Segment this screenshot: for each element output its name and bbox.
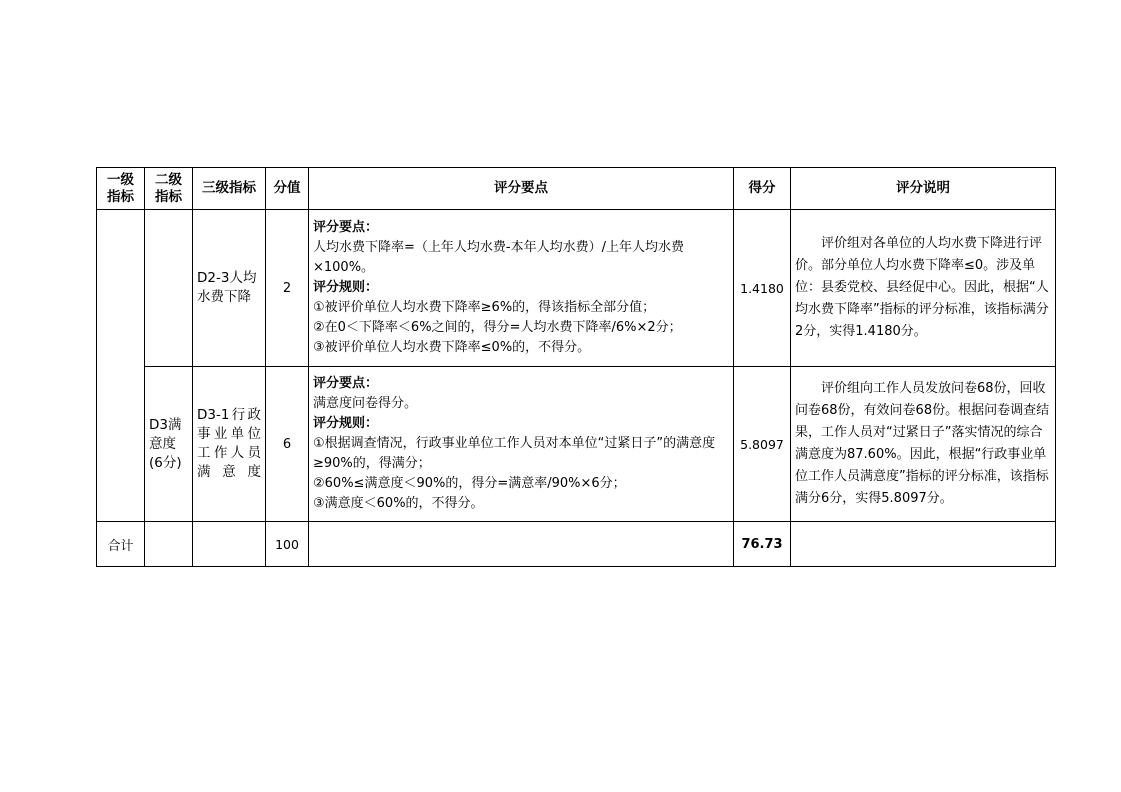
total-obtained: 76.73	[734, 522, 791, 567]
total-empty-cell	[791, 522, 1056, 567]
header-level1: 一级指标	[97, 168, 145, 210]
cell-level2	[145, 210, 193, 367]
rule-line: ①根据调查情况，行政事业单位工作人员对本单位“过紧日子”的满意度≥90%的，得满分；	[313, 436, 716, 471]
cell-level1	[97, 210, 145, 522]
table-row	[97, 210, 1056, 367]
rule-line: ②60%≤满意度＜90%的，得分=满意率/90%×6分；	[313, 476, 626, 491]
rule-line: ①被评价单位人均水费下降率≥6%的，得该指标全部分值；	[313, 300, 656, 315]
rules-title: 评分规则：	[313, 416, 379, 431]
total-empty-cell	[309, 522, 734, 567]
header-level3: 三级指标	[193, 168, 266, 210]
header-key-points: 评分要点	[309, 168, 734, 210]
rules-title: 评分规则：	[313, 280, 379, 295]
points-title: 评分要点：	[313, 220, 379, 235]
explanation-text: 评价组对各单位的人均水费下降进行评价。部分单位人均水费下降率≤0。涉及单位：县委党校、县经促中心。因此，根据“人均水费下降率”指标的评分标准，该指标满分2分，实得1.4180分。	[795, 236, 1049, 339]
total-empty-cell	[193, 522, 266, 567]
header-level2: 二级指标	[145, 168, 193, 210]
header-score-value: 分值	[266, 168, 309, 210]
scoring-table	[96, 167, 1056, 567]
total-row	[97, 522, 1056, 567]
header-obtained: 得分	[734, 168, 791, 210]
cell-score-value: 6	[266, 367, 309, 522]
cell-explanation	[791, 210, 1056, 367]
cell-score-value: 2	[266, 210, 309, 367]
cell-level3: D3-1行政事业单位工作人员满意度	[193, 367, 266, 522]
cell-key-points	[309, 367, 734, 522]
points-line: 人均水费下降率=（上年人均水费-本年人均水费）/上年人均水费×100%。	[313, 240, 684, 275]
rule-line: ②在0＜下降率＜6%之间的，得分=人均水费下降率/6%×2分；	[313, 320, 682, 335]
rule-line: ③被评价单位人均水费下降率≤0%的，不得分。	[313, 340, 591, 355]
cell-level2: D3满意度(6分)	[145, 367, 193, 522]
points-title: 评分要点：	[313, 376, 379, 391]
header-row	[97, 168, 1056, 210]
total-empty-cell	[145, 522, 193, 567]
cell-level3: D2-3人均水费下降	[193, 210, 266, 367]
rule-line: ③满意度＜60%的，不得分。	[313, 496, 484, 511]
points-line: 满意度问卷得分。	[313, 396, 418, 411]
header-explanation: 评分说明	[791, 168, 1056, 210]
table-row	[97, 367, 1056, 522]
total-label: 合计	[97, 522, 145, 567]
total-score-value: 100	[266, 522, 309, 567]
cell-obtained: 5.8097	[734, 367, 791, 522]
cell-key-points	[309, 210, 734, 367]
explanation-text: 评价组向工作人员发放问卷68份，回收问卷68份，有效问卷68份。根据问卷调查结果，工作人员对“过紧日子”落实情况的综合满意度为87.60%。因此，根据“行政事业单位工作人员满意度”指标的评分标准，该指标满分6分，实得5.8097分。	[795, 381, 1050, 506]
cell-obtained: 1.4180	[734, 210, 791, 367]
cell-explanation	[791, 367, 1056, 522]
